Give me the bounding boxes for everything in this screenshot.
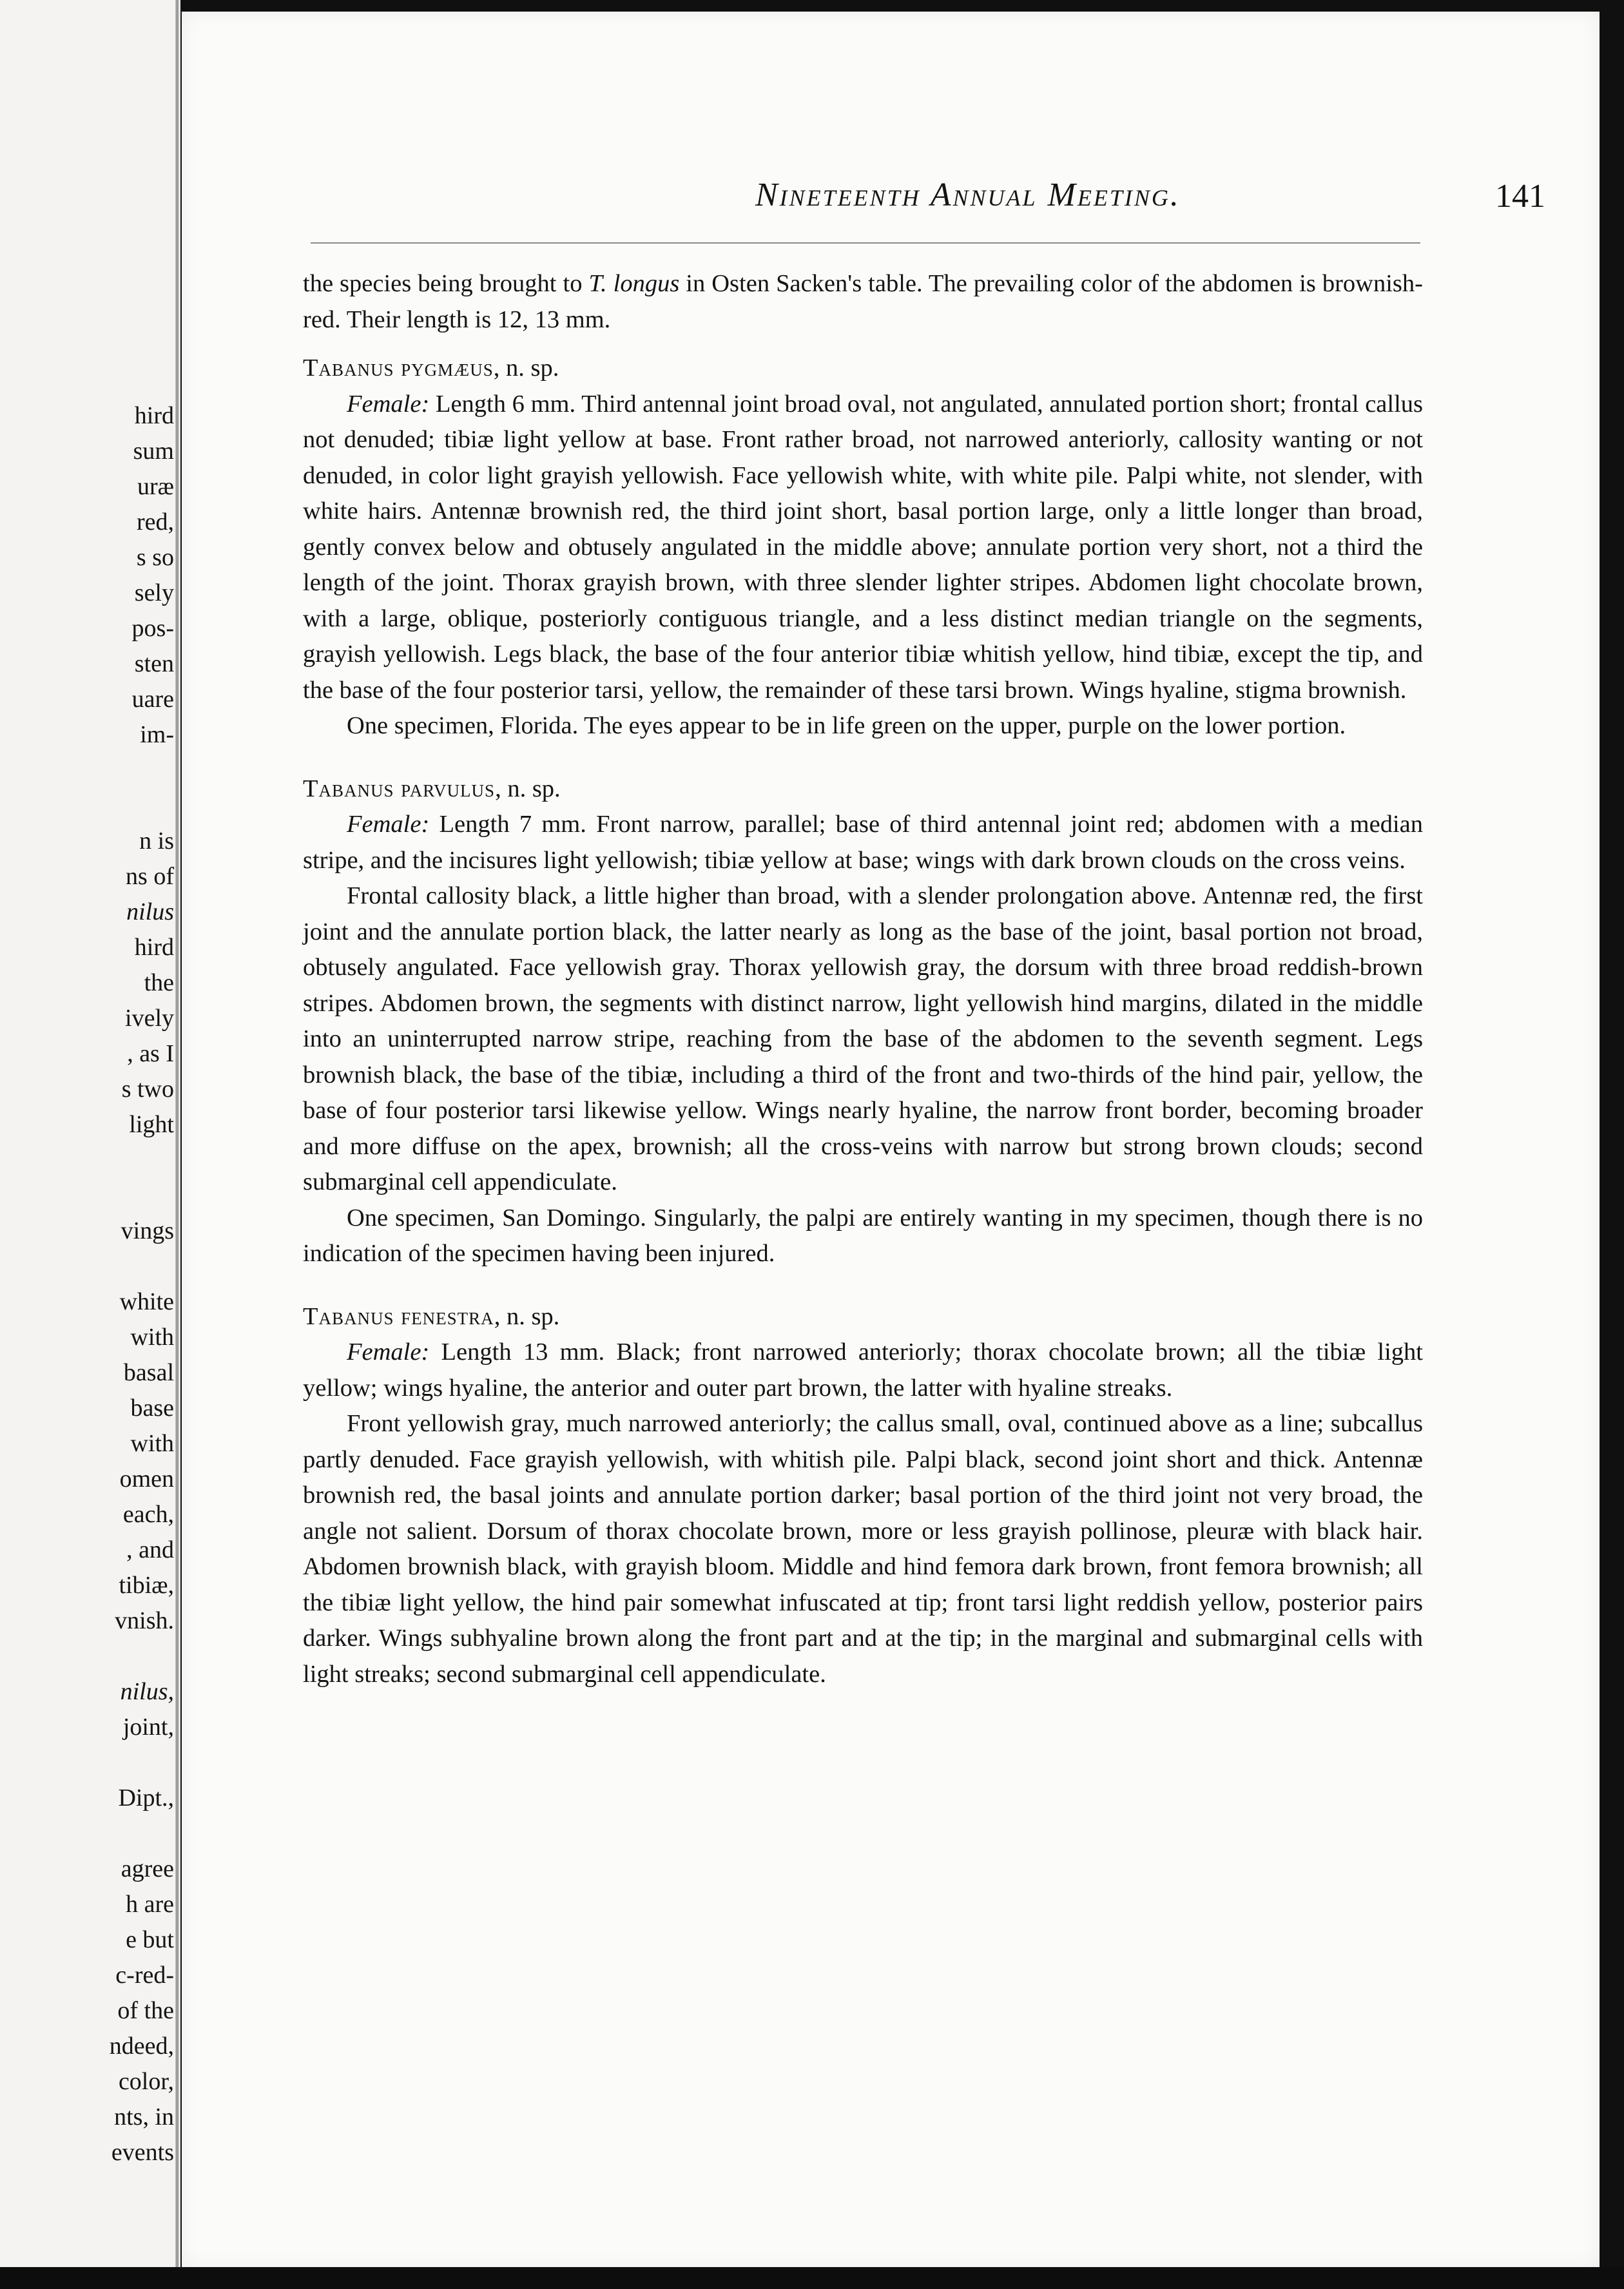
facing-page-fragment: with bbox=[124, 1324, 174, 1351]
facing-page-fragment: the bbox=[144, 969, 174, 996]
facing-page-fragment: sely bbox=[134, 579, 174, 606]
facing-page-fragment: s two bbox=[121, 1076, 174, 1103]
facing-page-fragment: c-red- bbox=[115, 1962, 174, 1989]
facing-page-fragment bbox=[0, 1745, 174, 1781]
facing-page-fragment bbox=[0, 1143, 174, 1178]
facing-page-fragment bbox=[0, 753, 174, 788]
facing-page-fragment: joint, bbox=[122, 1714, 174, 1741]
facing-page-fragment: with bbox=[124, 1430, 174, 1457]
running-title: Nineteenth Annual Meeting. bbox=[755, 177, 1181, 213]
facing-page-fragment: basal bbox=[123, 1359, 174, 1386]
facing-page-fragment bbox=[0, 788, 174, 824]
fenestra-description: Front yellowish gray, much narrowed anteriorly; the callus small, oval, continued above as a line; subcallus partly denuded. Face grayish yellowish, with whitish pile. Palpi black, second joint short and thick. Antennæ brownish red, the basal joints and annulate portion darker; basal portion of the third joint not very broad, the angle not salient. Dorsum of thorax chocolate brown, more or less grayish pollinose, pleuræ with black hair. Abdomen brownish black, with grayish bloom. Middle and hind femora dark brown, front femora brownish; all the tibiæ light yellow, the hind pair somewhat infuscated at tip; front tarsi light reddish yellow, posterior pairs darker. Wings subhyaline brown along the front part and at the tip; in the marginal and submarginal cells with light streaks; second submarginal cell appendiculate. bbox=[303, 1410, 1423, 1688]
facing-page-fragment: n is bbox=[139, 827, 174, 855]
facing-page-fragment: base bbox=[124, 1395, 174, 1422]
facing-page-fragment: uare bbox=[131, 686, 174, 713]
facing-page-fragment: of the bbox=[117, 1997, 174, 2024]
facing-page-fragment: hird bbox=[134, 934, 174, 961]
facing-page-strip bbox=[0, 0, 180, 2289]
scan-bottom-border bbox=[0, 2267, 1624, 2289]
facing-page-fragment bbox=[0, 292, 174, 327]
facing-page-fragment: pos- bbox=[131, 615, 174, 642]
facing-page-fragment: red, bbox=[136, 508, 174, 536]
facing-page-fragment: white bbox=[119, 1288, 174, 1315]
main-text bbox=[303, 266, 1423, 1692]
facing-page-fragment: e but bbox=[126, 1926, 174, 1953]
parvulus-locality: One specimen, San Domingo. Singularly, the palpi are entirely wanting in my specimen, though there is no indication of the specimen having been injured. bbox=[303, 1204, 1423, 1267]
facing-page-fragment: Dipt., bbox=[118, 1784, 174, 1811]
facing-page-fragment: nilus, bbox=[120, 1678, 174, 1705]
paragraph-continuation: the species being brought to T. longus in Osten Sacken's table. The prevailing color of the abdomen is brownish-red. Their length is 12, 13 mm. bbox=[303, 270, 1423, 333]
facing-page-fragment: events bbox=[111, 2139, 174, 2166]
facing-page-fragment: ndeed, bbox=[109, 2033, 174, 2060]
page bbox=[182, 12, 1600, 2267]
facing-page-fragment: nilus bbox=[126, 898, 174, 925]
facing-page-fragment bbox=[0, 256, 174, 292]
facing-page-fragment: h are bbox=[126, 1891, 174, 1918]
facing-page-fragment: vnish. bbox=[115, 1607, 174, 1634]
facing-page-text-fragments bbox=[0, 256, 174, 2170]
facing-page-fragment: tibiæ, bbox=[119, 1572, 174, 1599]
facing-page-fragment: im- bbox=[133, 721, 174, 748]
pygmaeus-description: Female: Length 6 mm. Third antennal joint broad oval, not angulated, annulated portion short; frontal callus not denuded; tibiæ light yellow at base. Front rather broad, not narrowed anteriorly, callosity wanting or not denuded, in color light grayish yellowish. Face yellowish white, with white pile. Palpi white, not slender, with white hairs. Antennæ brownish red, the third joint short, basal portion large, only a little longer than broad, gently convex below and obtusely angulated in the middle above; annulate portion very short, not a third the length of the joint. Thorax grayish brown, with three slender lighter stripes. Abdomen light chocolate brown, with a large, oblique, posteriorly contiguous triangle, and a less distinct median triangle on the segments, grayish yellowish. Legs black, the base of the four anterior tibiæ whitish yellow, hind tibiæ, except the tip, and the base of the four posterior tarsi, yellow, the remainder of these tarsi brown. Wings hyaline, stigma brownish. bbox=[303, 390, 1423, 704]
species-heading-pygmaeus: Tabanus pygmæus, n. sp. bbox=[303, 354, 559, 382]
facing-page-fragment bbox=[0, 1639, 174, 1674]
facing-page-fragment: omen bbox=[119, 1465, 174, 1492]
facing-page-fragment: ns of bbox=[126, 863, 174, 890]
facing-page-fragment: light bbox=[129, 1111, 174, 1138]
facing-page-fragment: uræ bbox=[137, 473, 174, 500]
facing-page-fragment bbox=[0, 327, 174, 363]
running-head bbox=[311, 176, 1545, 221]
facing-page-fragment: each, bbox=[122, 1501, 174, 1528]
facing-page-fragment: ively bbox=[125, 1005, 174, 1032]
species-heading-parvulus: Tabanus parvulus, n. sp. bbox=[303, 775, 561, 802]
facing-page-fragment: , and bbox=[126, 1536, 174, 1563]
facing-page-fragment: , as I bbox=[127, 1040, 174, 1067]
facing-page-fragment: vings bbox=[121, 1217, 174, 1244]
facing-page-fragment bbox=[0, 1249, 174, 1284]
book-gutter bbox=[175, 0, 179, 2289]
parvulus-description: Frontal callosity black, a little higher than broad, with a slender prolongation above. Antennæ red, the first joint and the annulate portion black, the latter nearly as long as the base of the joint, basal portion not broad, obtusely angulated. Face yellowish gray. Thorax yellowish gray, the dorsum with three broad reddish-brown stripes. Abdomen brown, the segments with distinct narrow, light yellowish hind margins, dilated in the middle into an uninterrupted narrow stripe, reaching from the base of the abdomen to the seventh segment. Legs brownish black, the base of the tibiæ, including a third of the front and two-thirds of the hind pair, yellow, the base of four posterior tarsi likewise yellow. Wings nearly hyaline, the narrow front border, becoming broader and more diffuse on the apex, brownish; all the cross-veins with narrow but strong brown clouds; second submarginal cell appendiculate. bbox=[303, 882, 1423, 1195]
facing-page-fragment bbox=[0, 363, 174, 398]
facing-page-fragment: nts, in bbox=[114, 2103, 174, 2130]
facing-page-fragment: color, bbox=[112, 2068, 174, 2095]
pygmaeus-locality: One specimen, Florida. The eyes appear to be in life green on the upper, purple on the lower portion. bbox=[347, 712, 1346, 739]
parvulus-diagnosis: Female: Length 7 mm. Front narrow, parallel; base of third antennal joint red; abdomen with a median stripe, and the incisures light yellowish; tibiæ yellow at base; wings with dark brown clouds on the cross veins. bbox=[303, 811, 1423, 874]
facing-page-fragment: hird bbox=[134, 402, 174, 429]
page-number: 141 bbox=[1495, 178, 1545, 215]
facing-page-fragment: sten bbox=[134, 650, 174, 677]
species-heading-fenestra: Tabanus fenestra, n. sp. bbox=[303, 1302, 560, 1330]
scan-right-border bbox=[1600, 0, 1624, 2289]
facing-page-fragment bbox=[0, 1816, 174, 1851]
facing-page-fragment: s so bbox=[136, 544, 174, 571]
facing-page-fragment bbox=[0, 1178, 174, 1213]
facing-page-fragment: agree bbox=[121, 1855, 174, 1882]
facing-page-fragment: sum bbox=[133, 438, 174, 465]
header-rule bbox=[311, 242, 1420, 244]
scan-top-border bbox=[0, 0, 1624, 12]
fenestra-diagnosis: Female: Length 13 mm. Black; front narrowed anteriorly; thorax chocolate brown; all the tibiæ light yellow; wings hyaline, the anterior and outer part brown, the latter with hyaline streaks. bbox=[303, 1338, 1423, 1402]
